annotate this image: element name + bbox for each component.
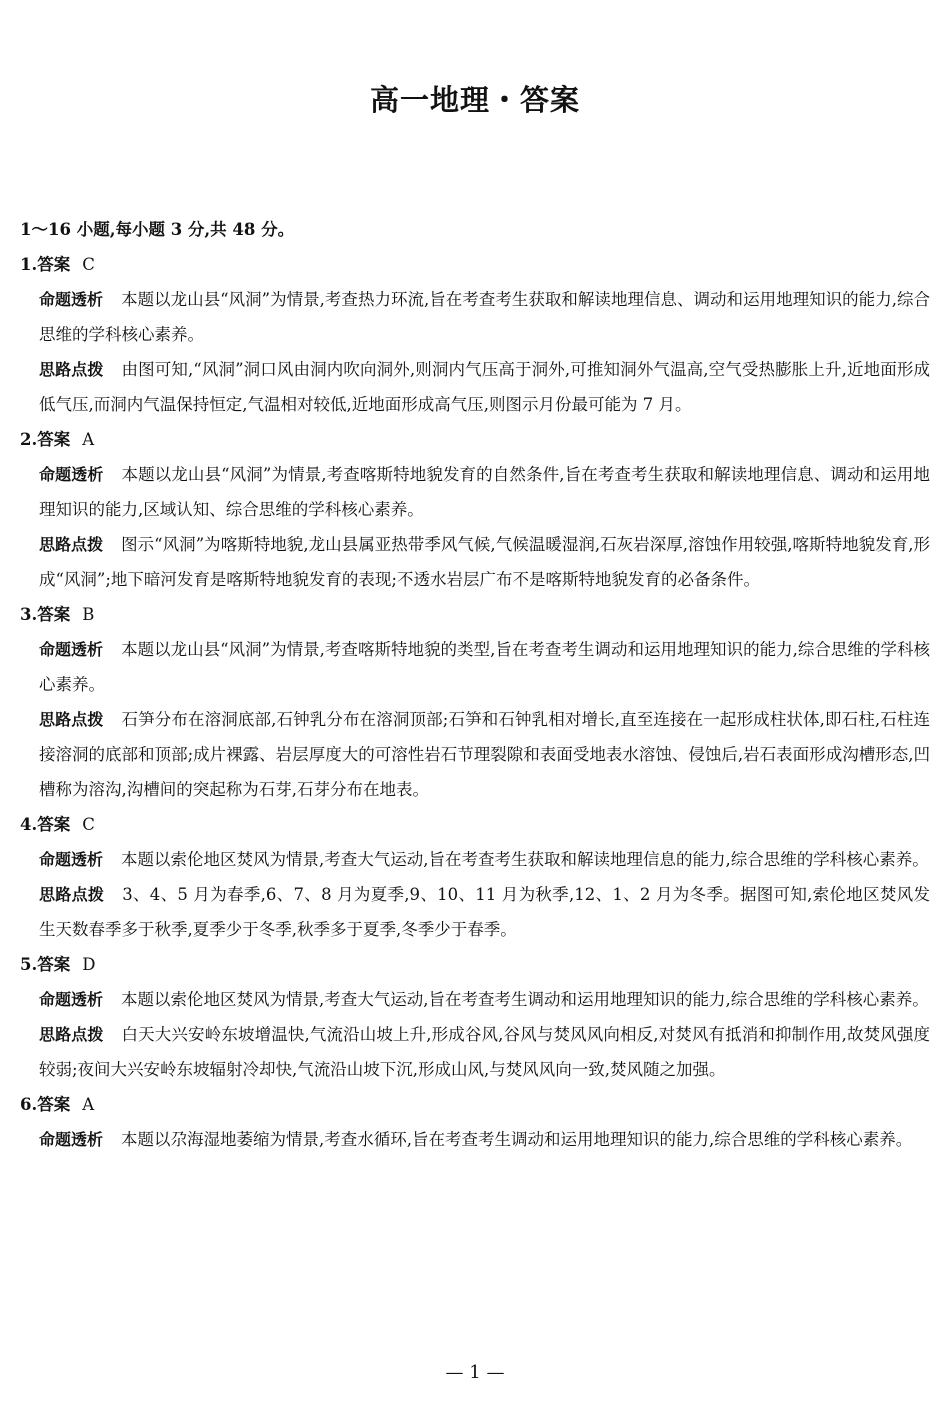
question-block — [20, 422, 930, 597]
page-title: 高一地理・答案 — [369, 83, 580, 117]
answer-line — [20, 1087, 930, 1122]
hint-label: 思路点拨 — [39, 1025, 104, 1044]
analysis-label: 命题透析 — [39, 640, 104, 659]
analysis-text: 本题以龙山县“风洞”为情景,考查热力环流,旨在考查考生获取和解读地理信息、调动和运用地理知识的能力,综合思维的学科核心素养。 — [39, 290, 930, 344]
answer-letter: B — [82, 605, 95, 624]
answer-content — [20, 212, 930, 1157]
answer-line — [20, 597, 930, 632]
page-number: — 1 — — [445, 1362, 505, 1383]
hint-label: 思路点拨 — [39, 535, 104, 554]
answer-label: 答案 — [37, 605, 71, 624]
hint-label: 思路点拨 — [39, 710, 104, 729]
analysis-paragraph — [20, 282, 930, 352]
hint-text: 图示“风洞”为喀斯特地貌,龙山县属亚热带季风气候,气候温暖湿润,石灰岩深厚,溶蚀作用较强,喀斯特地貌发育,形成“风洞”;地下暗河发育是喀斯特地貌发育的表现;不透水岩层广布不是喀斯特地貌发育的必备条件。 — [39, 535, 930, 589]
question-number: 1. — [20, 255, 38, 274]
analysis-label: 命题透析 — [39, 850, 104, 869]
intro-range: 1～16 — [20, 220, 71, 239]
answer-line — [20, 807, 930, 842]
answer-letter: A — [82, 1095, 95, 1114]
analysis-label: 命题透析 — [39, 990, 104, 1009]
question-block — [20, 807, 930, 947]
question-block — [20, 1087, 930, 1157]
answer-label: 答案 — [37, 815, 71, 834]
question-number: 5. — [20, 955, 38, 974]
hint-label: 思路点拨 — [39, 360, 104, 379]
answer-label: 答案 — [37, 1095, 71, 1114]
answer-letter: C — [82, 815, 95, 834]
hint-paragraph — [20, 527, 930, 597]
hint-paragraph — [20, 352, 930, 422]
question-number: 4. — [20, 815, 38, 834]
analysis-paragraph — [20, 632, 930, 702]
hint-text: 白天大兴安岭东坡增温快,气流沿山坡上升,形成谷风,谷风与焚风风向相反,对焚风有抵消和抑制作用,故焚风强度较弱;夜间大兴安岭东坡辐射冷却快,气流沿山坡下沉,形成山风,与焚风风向一致,焚风随之加强。 — [39, 1025, 930, 1079]
analysis-paragraph — [20, 842, 930, 877]
answer-label: 答案 — [37, 430, 71, 449]
section-intro — [20, 212, 930, 247]
intro-text: 小题,每小题 3 分,共 48 分。 — [76, 220, 295, 239]
hint-paragraph — [20, 1017, 930, 1087]
analysis-paragraph — [20, 1122, 930, 1157]
hint-text: 由图可知,“风洞”洞口风由洞内吹向洞外,则洞内气压高于洞外,可推知洞外气温高,空气受热膨胀上升,近地面形成低气压,而洞内气温保持恒定,气温相对较低,近地面形成高气压,则图示月份最可能为 7 月。 — [39, 360, 930, 414]
answer-letter: A — [82, 430, 95, 449]
analysis-paragraph — [20, 457, 930, 527]
question-block — [20, 947, 930, 1087]
analysis-label: 命题透析 — [39, 1130, 104, 1149]
analysis-paragraph — [20, 982, 930, 1017]
hint-text: 3、4、5 月为春季,6、7、8 月为夏季,9、10、11 月为秋季,12、1、2 月为冬季。据图可知,索伦地区焚风发生天数春季多于秋季,夏季少于冬季,秋季多于夏季,冬季少于春季。 — [39, 885, 930, 939]
answer-letter: D — [82, 955, 96, 974]
analysis-text: 本题以索伦地区焚风为情景,考查大气运动,旨在考查考生调动和运用地理知识的能力,综合思维的学科核心素养。 — [121, 990, 929, 1009]
hint-text: 石笋分布在溶洞底部,石钟乳分布在溶洞顶部;石笋和石钟乳相对增长,直至连接在一起形成柱状体,即石柱,石柱连接溶洞的底部和顶部;成片裸露、岩层厚度大的可溶性岩石节理裂隙和表面受地表水溶蚀、侵蚀后,岩石表面形成沟槽形态,凹槽称为溶沟,沟槽间的突起称为石芽,石芽分布在地表。 — [39, 710, 930, 799]
question-number: 3. — [20, 605, 38, 624]
answer-letter: C — [82, 255, 95, 274]
hint-paragraph — [20, 702, 930, 807]
question-number: 6. — [20, 1095, 38, 1114]
hint-label: 思路点拨 — [39, 885, 105, 904]
analysis-text: 本题以尕海湿地萎缩为情景,考查水循环,旨在考查考生调动和运用地理知识的能力,综合思维的学科核心素养。 — [121, 1130, 913, 1149]
question-block — [20, 247, 930, 422]
answer-label: 答案 — [37, 955, 71, 974]
answer-label: 答案 — [37, 255, 71, 274]
question-block — [20, 597, 930, 807]
hint-paragraph — [20, 877, 930, 947]
question-number: 2. — [20, 430, 38, 449]
analysis-label: 命题透析 — [39, 290, 104, 309]
analysis-text: 本题以龙山县“风洞”为情景,考查喀斯特地貌的类型,旨在考查考生调动和运用地理知识的能力,综合思维的学科核心素养。 — [39, 640, 930, 694]
analysis-label: 命题透析 — [39, 465, 104, 484]
analysis-text: 本题以索伦地区焚风为情景,考查大气运动,旨在考查考生获取和解读地理信息的能力,综合思维的学科核心素养。 — [121, 850, 929, 869]
answer-line — [20, 247, 930, 282]
answer-line — [20, 947, 930, 982]
answer-line — [20, 422, 930, 457]
analysis-text: 本题以龙山县“风洞”为情景,考查喀斯特地貌发育的自然条件,旨在考查考生获取和解读地理信息、调动和运用地理知识的能力,区域认知、综合思维的学科核心素养。 — [39, 465, 930, 519]
